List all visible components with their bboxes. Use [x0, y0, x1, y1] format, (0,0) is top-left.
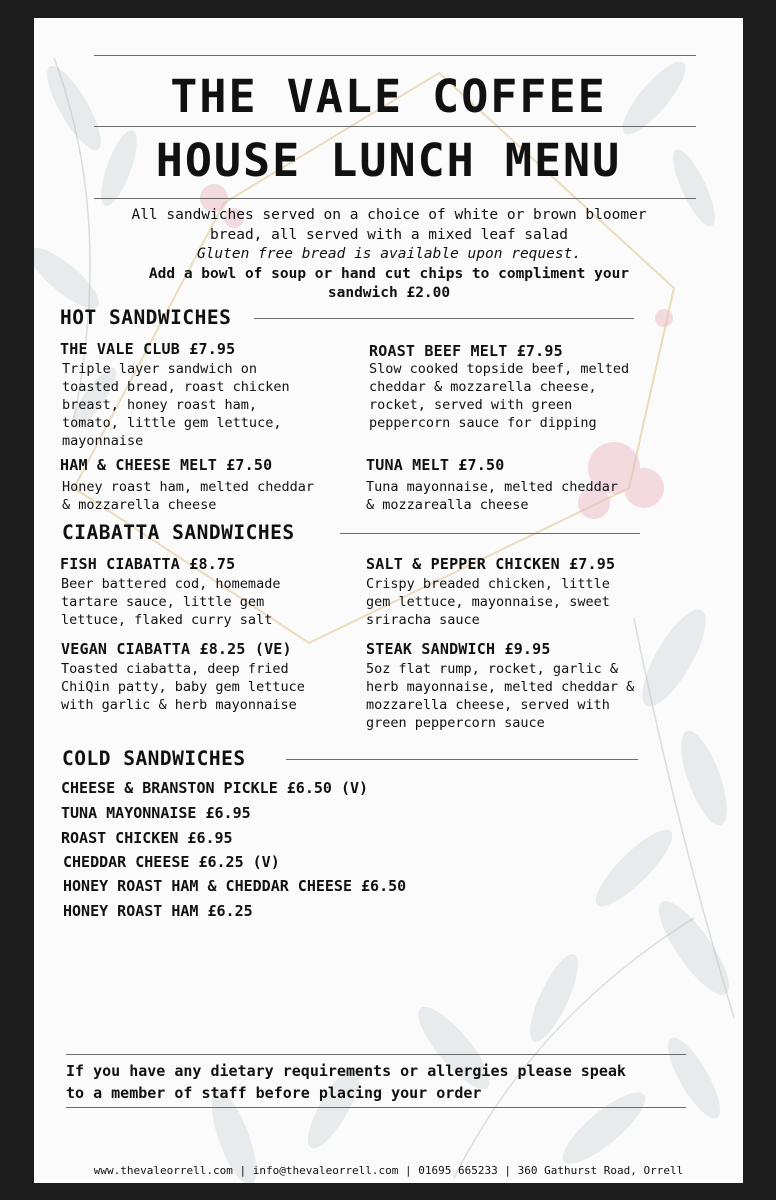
cold-sandwich-item: HONEY ROAST HAM £6.25	[63, 902, 253, 920]
description-line: tomato, little gem lettuce,	[62, 415, 282, 431]
menu-item-title: SALT & PEPPER CHICKEN £7.95	[366, 555, 616, 573]
section-heading-hot: HOT SANDWICHES	[60, 306, 232, 329]
divider	[254, 318, 634, 319]
divider	[66, 1107, 686, 1108]
divider	[286, 759, 638, 760]
cold-sandwich-item: ROAST CHICKEN £6.95	[61, 829, 233, 847]
menu-item-title: ROAST BEEF MELT £7.95	[369, 342, 563, 360]
menu-item-title: STEAK SANDWICH £9.95	[366, 640, 551, 658]
cold-sandwich-item: HONEY ROAST HAM & CHEDDAR CHEESE £6.50	[63, 877, 407, 895]
page-title-line-2: HOUSE LUNCH MENU	[155, 134, 622, 187]
contact-details: www.thevaleorrell.com | info@thevaleorrell.com | 01695 665233 | 360 Gathurst Road, Orrell	[93, 1164, 684, 1177]
cold-sandwich-item: CHEESE & BRANSTON PICKLE £6.50 (V)	[61, 779, 369, 797]
cold-sandwich-item: TUNA MAYONNAISE £6.95	[61, 804, 251, 822]
menu-item-description	[62, 478, 314, 514]
divider	[66, 1054, 686, 1055]
description-line: tartare sauce, little gem	[61, 594, 265, 610]
description-line: toasted bread, roast chicken	[62, 379, 290, 395]
menu-item-title: VEGAN CIABATTA £8.25 (VE)	[61, 640, 292, 658]
notice-line: If you have any dietary requirements or allergies please speak	[66, 1062, 626, 1080]
divider	[94, 55, 696, 56]
cold-sandwich-item: CHEDDAR CHEESE £6.25 (V)	[63, 853, 280, 871]
description-line: & mozzarealla cheese	[366, 497, 529, 513]
intro-line: All sandwiches served on a choice of white or brown bloomer	[131, 207, 647, 223]
description-line: mozzarella cheese, served with	[366, 697, 610, 713]
description-line: rocket, served with green	[369, 397, 573, 413]
description-line: gem lettuce, mayonnaise, sweet	[366, 594, 610, 610]
menu-item-description	[369, 360, 629, 432]
description-line: Crispy breaded chicken, little	[366, 576, 610, 592]
menu-item-title: THE VALE CLUB £7.95	[60, 340, 236, 358]
menu-item-description	[62, 360, 290, 450]
divider	[340, 533, 640, 534]
intro-text	[74, 206, 704, 304]
menu-item-title: TUNA MELT £7.50	[366, 456, 505, 474]
menu-item-description	[366, 575, 610, 629]
description-line: Tuna mayonnaise, melted cheddar	[366, 479, 618, 495]
menu-item-description	[366, 478, 618, 514]
addon-note: sandwich £2.00	[327, 285, 451, 301]
description-line: with garlic & herb mayonnaise	[61, 697, 297, 713]
section-heading-cold: COLD SANDWICHES	[62, 747, 246, 770]
menu-item-description	[61, 660, 305, 714]
menu-page	[34, 18, 743, 1183]
description-line: Slow cooked topside beef, melted	[369, 361, 630, 377]
divider	[94, 126, 696, 127]
allergy-notice	[66, 1060, 706, 1104]
page-title-line-1: THE VALE COFFEE	[170, 70, 607, 123]
description-line: Honey roast ham, melted cheddar	[62, 479, 314, 495]
intro-line: bread, all served with a mixed leaf salad	[210, 226, 568, 243]
description-line: breast, honey roast ham,	[62, 397, 258, 413]
description-line: sriracha sauce	[366, 612, 480, 628]
menu-content	[34, 18, 743, 1183]
description-line: peppercorn sauce for dipping	[369, 415, 597, 431]
menu-item-description	[366, 660, 634, 732]
description-line: mayonnaise	[62, 433, 144, 449]
description-line: Triple layer sandwich on	[62, 361, 258, 377]
description-line: 5oz flat rump, rocket, garlic &	[366, 661, 618, 677]
notice-line: to a member of staff before placing your order	[66, 1084, 482, 1102]
addon-note: Add a bowl of soup or hand cut chips to compliment your	[148, 265, 630, 282]
gluten-free-note: Gluten free bread is available upon request.	[196, 246, 582, 262]
divider	[94, 198, 696, 199]
description-line: herb mayonnaise, melted cheddar &	[366, 679, 635, 695]
description-line: Beer battered cod, homemade	[61, 576, 281, 592]
description-line: & mozzarella cheese	[62, 497, 217, 513]
description-line: cheddar & mozzarella cheese,	[369, 379, 597, 395]
menu-item-title: FISH CIABATTA £8.75	[60, 555, 236, 573]
menu-item-title: HAM & CHEESE MELT £7.50	[60, 456, 273, 474]
description-line: Toasted ciabatta, deep fried	[61, 661, 289, 677]
description-line: lettuce, flaked curry salt	[61, 612, 273, 628]
section-heading-ciabatta: CIABATTA SANDWICHES	[62, 521, 295, 544]
description-line: green peppercorn sauce	[366, 715, 545, 731]
description-line: ChiQin patty, baby gem lettuce	[61, 679, 305, 695]
menu-item-description	[61, 575, 280, 629]
